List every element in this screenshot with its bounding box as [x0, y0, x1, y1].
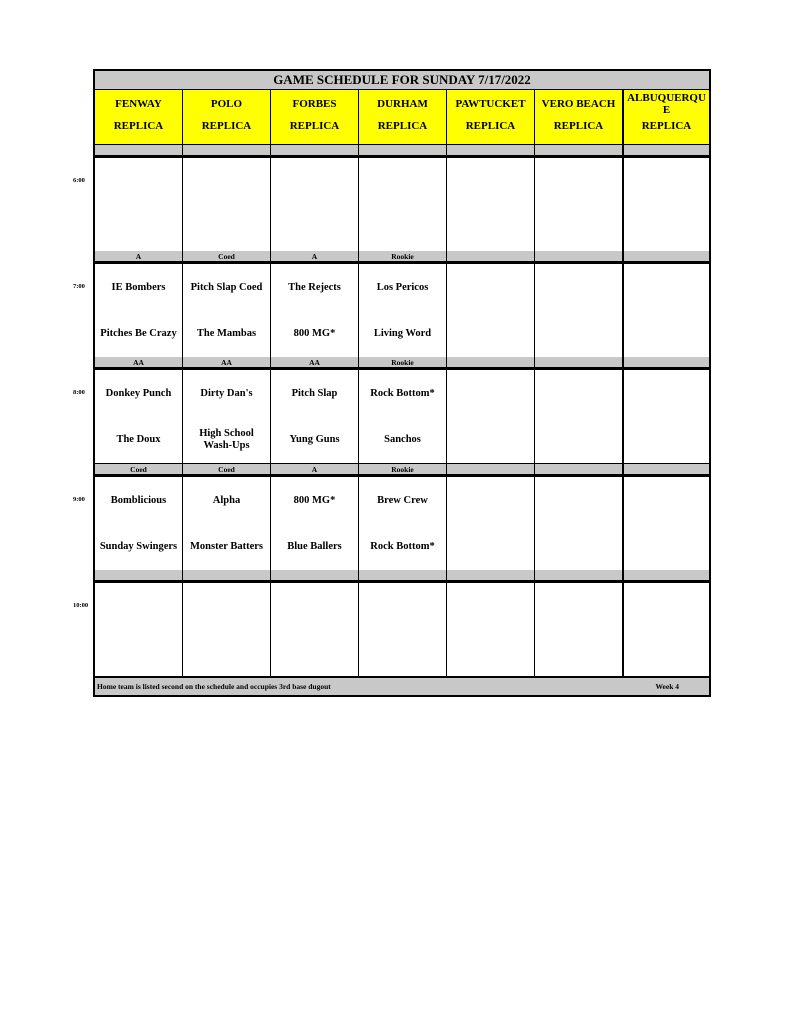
game-cell [271, 158, 358, 251]
home-team [183, 641, 270, 665]
game-cell [447, 477, 534, 570]
home-team [535, 428, 622, 452]
away-team: Los Pericos [376, 281, 429, 293]
away-team [95, 595, 182, 619]
schedule-footer [95, 678, 709, 695]
division-label [447, 357, 534, 367]
game-cell [624, 583, 709, 676]
home-team [95, 216, 182, 240]
away-team [359, 595, 446, 619]
away-team [624, 382, 709, 406]
game-cell [183, 583, 270, 676]
home-team [535, 322, 622, 346]
division-label [624, 570, 709, 580]
field-header [624, 90, 709, 144]
away-team [183, 595, 270, 619]
away-team: Pitch Slap [291, 387, 338, 399]
away-team [624, 489, 709, 513]
division-label: A [271, 464, 358, 474]
home-team [535, 216, 622, 240]
field-name: POLO [210, 97, 243, 110]
division-label: Coed [183, 464, 270, 474]
away-team: Rock Bottom* [370, 387, 435, 399]
game-cell [183, 264, 270, 357]
away-team [624, 595, 709, 619]
field-subtitle: REPLICA [201, 119, 252, 132]
away-team [447, 276, 534, 300]
division-label [535, 251, 622, 261]
field-subtitle: REPLICA [553, 119, 604, 132]
home-team [535, 535, 622, 559]
game-cell [271, 264, 358, 357]
game-cell [271, 477, 358, 570]
division-label [447, 251, 534, 261]
field-subtitle: REPLICA [113, 119, 164, 132]
division-label [624, 145, 709, 155]
division-label: Rookie [359, 357, 446, 367]
away-team [624, 170, 709, 194]
game-cell [95, 370, 182, 463]
division-label [271, 570, 358, 580]
away-team: Donkey Punch [105, 387, 172, 399]
game-cell [95, 264, 182, 357]
away-team: Bomblicious [110, 494, 167, 506]
game-cell [624, 370, 709, 463]
home-team: Yung Guns [289, 433, 340, 445]
division-label [447, 570, 534, 580]
division-label [95, 145, 182, 155]
away-team [624, 276, 709, 300]
game-cell [447, 583, 534, 676]
home-team [183, 216, 270, 240]
home-team [447, 322, 534, 346]
division-label [95, 570, 182, 580]
home-team: High School Wash-Ups [199, 427, 254, 451]
game-cell [535, 477, 622, 570]
away-team [535, 489, 622, 513]
division-label: Coed [183, 251, 270, 261]
game-cell [95, 583, 182, 676]
time-slot-label: 9:00 [73, 496, 85, 503]
division-label [624, 357, 709, 367]
home-team: Living Word [373, 327, 432, 339]
game-cell [535, 583, 622, 676]
division-label [183, 570, 270, 580]
game-cell [359, 264, 446, 357]
home-team [624, 535, 709, 559]
game-cell [535, 370, 622, 463]
home-team: The Mambas [196, 327, 257, 339]
home-team [95, 641, 182, 665]
game-cell [183, 370, 270, 463]
field-subtitle: REPLICA [289, 119, 340, 132]
home-team [535, 641, 622, 665]
game-cell [95, 477, 182, 570]
game-cell [271, 370, 358, 463]
away-team [535, 382, 622, 406]
time-slot-label: 8:00 [73, 389, 85, 396]
field-name: VERO BEACH [541, 97, 616, 110]
away-team [183, 170, 270, 194]
division-label [447, 464, 534, 474]
division-label [183, 145, 270, 155]
division-label: Coed [95, 464, 182, 474]
schedule-table [93, 69, 711, 697]
field-name: FORBES [292, 97, 337, 110]
home-team: Monster Batters [190, 540, 263, 552]
home-team [447, 428, 534, 452]
division-label [535, 357, 622, 367]
away-team: IE Bombers [111, 281, 166, 293]
division-label: Rookie [359, 251, 446, 261]
away-team: 800 MG* [293, 494, 336, 506]
division-label [447, 145, 534, 155]
division-label: A [271, 251, 358, 261]
field-header [447, 90, 534, 144]
time-slot-label: 7:00 [73, 283, 85, 290]
game-cell [624, 477, 709, 570]
field-header [183, 90, 270, 144]
away-team [535, 170, 622, 194]
division-label [535, 145, 622, 155]
home-team-note: Home team is listed second on the schedule and occupies 3rd base dugout [97, 682, 331, 691]
home-team [271, 216, 358, 240]
division-label [271, 145, 358, 155]
field-header [271, 90, 358, 144]
game-cell [535, 158, 622, 251]
division-label: A [95, 251, 182, 261]
field-name: FENWAY [115, 97, 162, 110]
game-cell [359, 583, 446, 676]
away-team [271, 170, 358, 194]
home-team [271, 641, 358, 665]
home-team: Blue Ballers [287, 540, 342, 552]
game-cell [359, 370, 446, 463]
schedule-title: GAME SCHEDULE FOR SUNDAY 7/17/2022 [95, 71, 709, 89]
field-name: DURHAM [377, 97, 428, 110]
game-cell [271, 583, 358, 676]
time-slot-label: 6:00 [73, 177, 85, 184]
field-header [359, 90, 446, 144]
away-team [447, 170, 534, 194]
home-team: The Doux [116, 433, 161, 445]
away-team: The Rejects [288, 281, 341, 293]
home-team [624, 428, 709, 452]
away-team [447, 382, 534, 406]
division-label [624, 251, 709, 261]
away-team: Alpha [212, 494, 241, 506]
away-team [535, 595, 622, 619]
home-team: 800 MG* [293, 327, 336, 339]
field-name: PAWTUCKET [455, 97, 526, 110]
home-team [624, 322, 709, 346]
division-label [535, 570, 622, 580]
game-cell [359, 158, 446, 251]
division-label: AA [271, 357, 358, 367]
away-team [359, 170, 446, 194]
game-cell [359, 477, 446, 570]
game-cell [535, 264, 622, 357]
game-cell [447, 158, 534, 251]
division-label [624, 464, 709, 474]
home-team: Pitches Be Crazy [100, 327, 177, 339]
division-label: AA [183, 357, 270, 367]
home-team [624, 641, 709, 665]
week-label: Week 4 [655, 682, 679, 691]
home-team [624, 216, 709, 240]
away-team [535, 276, 622, 300]
division-label: AA [95, 357, 182, 367]
away-team [447, 489, 534, 513]
home-team: Rock Bottom* [370, 540, 435, 552]
home-team [447, 535, 534, 559]
field-header [95, 90, 182, 144]
away-team [95, 170, 182, 194]
away-team: Dirty Dan's [200, 387, 253, 399]
field-header [535, 90, 622, 144]
field-name: ALBUQUERQU E [627, 91, 706, 116]
division-label [535, 464, 622, 474]
game-cell [183, 158, 270, 251]
home-team [359, 216, 446, 240]
game-cell [624, 158, 709, 251]
game-cell [447, 370, 534, 463]
home-team [359, 641, 446, 665]
division-label [359, 570, 446, 580]
away-team [447, 595, 534, 619]
division-label [359, 145, 446, 155]
division-label: Rookie [359, 464, 446, 474]
home-team [447, 216, 534, 240]
field-subtitle: REPLICA [377, 119, 428, 132]
game-cell [95, 158, 182, 251]
away-team [271, 595, 358, 619]
game-cell [183, 477, 270, 570]
home-team: Sunday Swingers [99, 540, 178, 552]
away-team: Pitch Slap Coed [190, 281, 263, 293]
time-slot-label: 10:00 [73, 602, 89, 609]
home-team: Sanchos [384, 433, 421, 445]
field-subtitle: REPLICA [465, 119, 516, 132]
game-cell [447, 264, 534, 357]
game-cell [624, 264, 709, 357]
away-team: Brew Crew [377, 494, 428, 506]
home-team [447, 641, 534, 665]
field-subtitle: REPLICA [641, 119, 692, 132]
